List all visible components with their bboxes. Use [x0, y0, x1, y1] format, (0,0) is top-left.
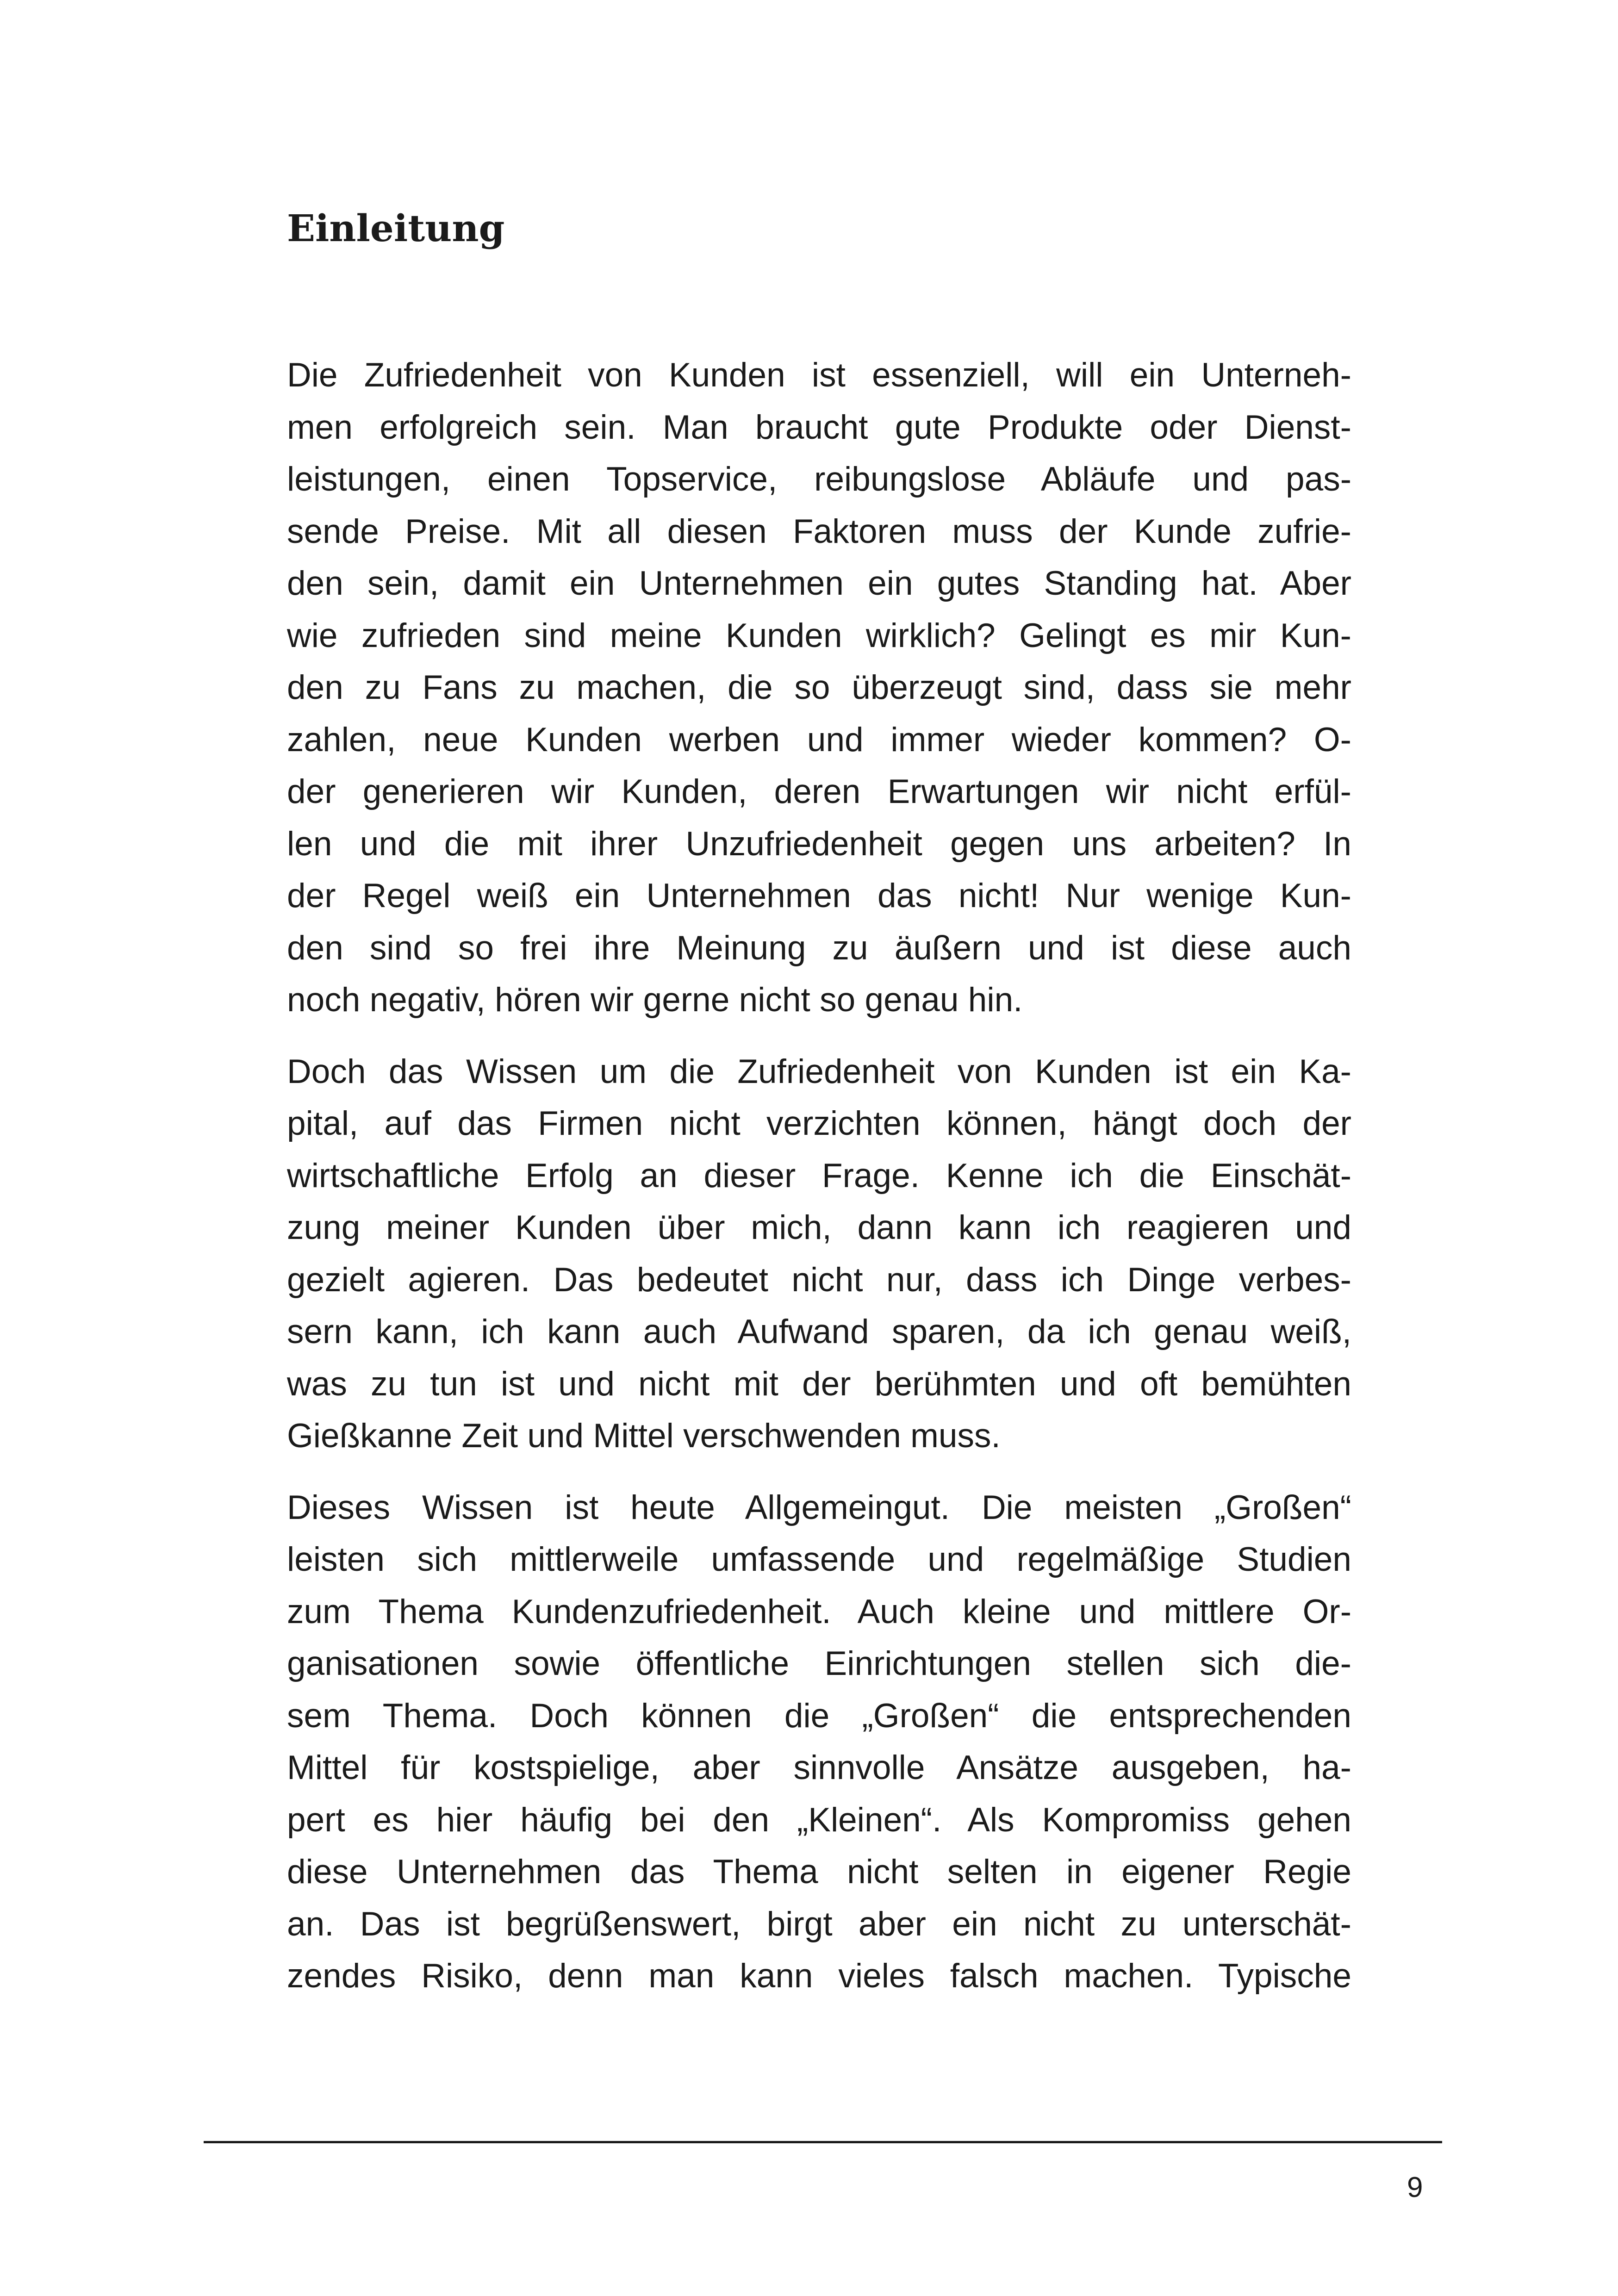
- text-line: Gießkanne Zeit und Mittel verschwenden muss.: [287, 1417, 1001, 1455]
- paragraph-3: [287, 1482, 1351, 2003]
- text-line: der Regel weiß ein Unternehmen das nicht! Nur wenige Kun-: [287, 877, 1351, 915]
- text-line: sende Preise. Mit all diesen Faktoren muss der Kunde zufrie-: [287, 512, 1351, 550]
- text-line: sern kann, ich kann auch Aufwand sparen, da ich genau weiß,: [287, 1313, 1351, 1350]
- text-line: gezielt agieren. Das bedeutet nicht nur, dass ich Dinge verbes-: [287, 1261, 1351, 1299]
- text-line: len und die mit ihrer Unzufriedenheit gegen uns arbeiten? In: [287, 825, 1351, 863]
- text-line: men erfolgreich sein. Man braucht gute Produkte oder Dienst-: [287, 408, 1351, 446]
- text-line: ganisationen sowie öffentliche Einrichtungen stellen sich die-: [287, 1645, 1351, 1682]
- paragraph-1: [287, 349, 1351, 1027]
- text-line: leistungen, einen Topservice, reibungslose Abläufe und pas-: [287, 460, 1351, 498]
- text-line: Die Zufriedenheit von Kunden ist essenziell, will ein Unterneh-: [287, 356, 1351, 394]
- page-number: 9: [1407, 2172, 1423, 2203]
- text-line: was zu tun ist und nicht mit der berühmten und oft bemühten: [287, 1365, 1351, 1403]
- text-line: den zu Fans zu machen, die so überzeugt sind, dass sie mehr: [287, 669, 1351, 706]
- text-line: zendes Risiko, denn man kann vieles falsch machen. Typische: [287, 1957, 1351, 1995]
- text-line: zum Thema Kundenzufriedenheit. Auch kleine und mittlere Or-: [287, 1593, 1351, 1630]
- text-line: Dieses Wissen ist heute Allgemeingut. Die meisten „Großen“: [287, 1488, 1351, 1526]
- text-line: sem Thema. Doch können die „Großen“ die entsprechenden: [287, 1697, 1351, 1735]
- text-line: zahlen, neue Kunden werben und immer wieder kommen? O-: [287, 721, 1351, 759]
- text-line: leisten sich mittlerweile umfassende und regelmäßige Studien: [287, 1541, 1351, 1578]
- text-line: noch negativ, hören wir gerne nicht so genau hin.: [287, 981, 1023, 1019]
- text-line: den sein, damit ein Unternehmen ein gutes Standing hat. Aber: [287, 565, 1351, 602]
- chapter-heading: Einleitung: [287, 206, 505, 250]
- text-line: der generieren wir Kunden, deren Erwartungen wir nicht erfül-: [287, 773, 1351, 810]
- text-line: den sind so frei ihre Meinung zu äußern und ist diese auch: [287, 929, 1351, 967]
- text-line: pert es hier häufig bei den „Kleinen“. Als Kompromiss gehen: [287, 1801, 1351, 1839]
- text-line: wirtschaftliche Erfolg an dieser Frage. Kenne ich die Einschät-: [287, 1157, 1351, 1195]
- body-text: [287, 349, 1351, 2022]
- text-line: zung meiner Kunden über mich, dann kann ich reagieren und: [287, 1209, 1351, 1246]
- text-line: an. Das ist begrüßenswert, birgt aber ein nicht zu unterschät-: [287, 1905, 1351, 1943]
- footer-divider: [204, 2141, 1442, 2143]
- text-line: wie zufrieden sind meine Kunden wirklich? Gelingt es mir Kun-: [287, 616, 1351, 654]
- text-line: Doch das Wissen um die Zufriedenheit von Kunden ist ein Ka-: [287, 1052, 1351, 1090]
- text-line: Mittel für kostspielige, aber sinnvolle Ansätze ausgeben, ha-: [287, 1749, 1351, 1786]
- text-line: pital, auf das Firmen nicht verzichten können, hängt doch der: [287, 1105, 1351, 1142]
- paragraph-2: [287, 1046, 1351, 1462]
- text-line: diese Unternehmen das Thema nicht selten in eigener Regie: [287, 1853, 1351, 1891]
